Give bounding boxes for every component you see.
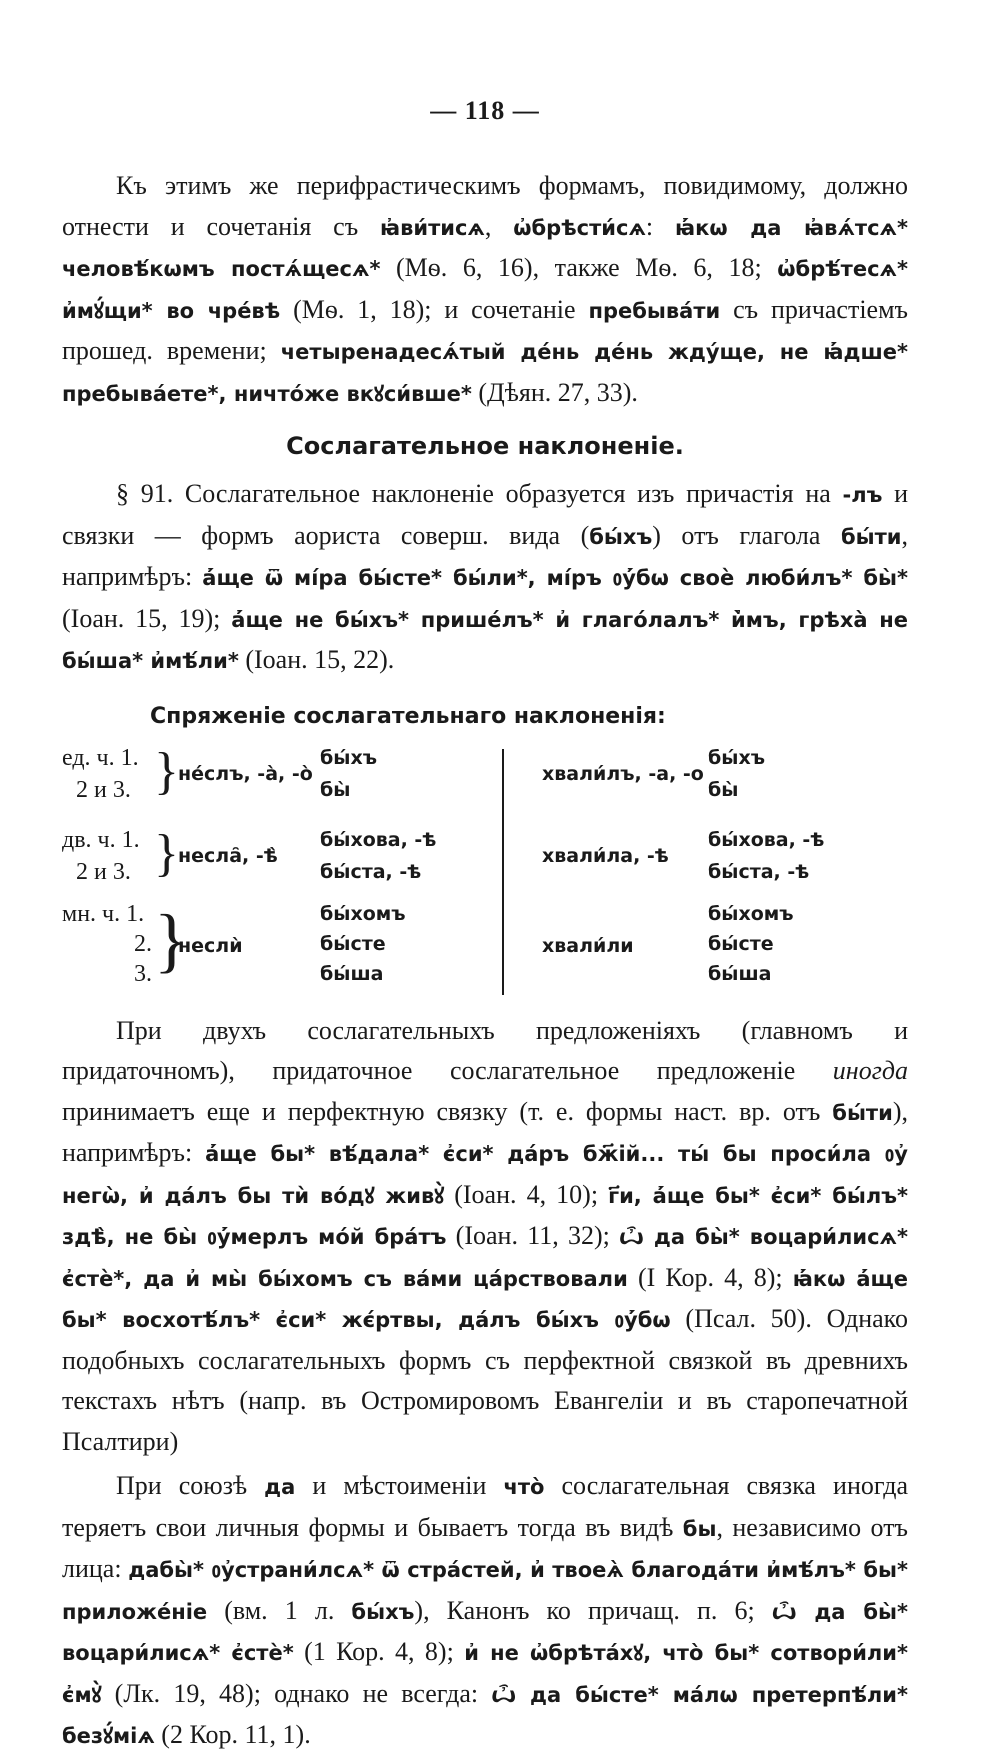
form-by-pl-3: бы́ша — [320, 962, 384, 985]
row-label: мн. ч. 1. — [62, 900, 145, 927]
text: (Іоан. 15, 19); — [62, 603, 232, 633]
text: сослагательная связка иногда теряетъ свои личныя формы и бываетъ тогда въ видѣ — [62, 1471, 908, 1542]
church-slavonic-text: -лъ — [842, 483, 883, 507]
text: § 91. Сослагательное наклоненіе образуется изъ причастія на — [116, 479, 843, 508]
form-hby-sg-1: бы́хъ — [708, 746, 765, 769]
row-label: 3. — [134, 960, 152, 987]
church-slavonic-text: ѽ да бы̀* воцари́лисѧ* є҆стѐ* — [62, 1599, 908, 1665]
church-slavonic-text: и҆ не ѡ҆брѣта́хꙋ, что̀ бы* сотвори́ли* є҆мꙋ̀ — [62, 1641, 908, 1707]
form-hby-pl-3: бы́ша — [708, 962, 772, 985]
italic-text: иногда — [832, 1056, 908, 1085]
church-slavonic-text: ꙗ҆ви́тисѧ — [379, 215, 485, 240]
page-number: — 118 — — [430, 96, 540, 125]
brace: } — [154, 824, 179, 882]
form-by-pl-1: бы́хомъ — [320, 902, 406, 925]
text: (Мѳ. 6, 16), также Мѳ. 6, 18; — [380, 253, 778, 282]
form-by-sg-2: бы̀ — [320, 778, 351, 801]
church-slavonic-text: а҆́ще ѿ мі́ра бы́сте* бы́ли*, мі́ръ ᲂу҆́бѡ своѐ люби́лъ* бы̀* — [202, 566, 908, 590]
church-slavonic-text: бы — [682, 1516, 717, 1541]
text: (Псал. 50). Однако подобныхъ сослагательныхъ формъ съ перфектной связкой въ древнихъ текстахъ нѣтъ (напр. въ Остромировомъ Евангеліи и въ старопечатной Псалтири) — [62, 1304, 908, 1456]
form-hval-du: хвали́ла, -ѣ — [542, 844, 669, 867]
text: ), Канонъ ко причащ. п. 6; — [414, 1595, 772, 1625]
church-slavonic-text: пребыва́ти — [588, 298, 721, 323]
text: (2 Кор. 11, 1). — [154, 1720, 311, 1749]
church-slavonic-text: бы́ти — [840, 524, 902, 549]
church-slavonic-text: ѽ да бы̀* воцари́лисѧ* є҆стѐ*, да и҆ мы̀ бы́хомъ съ ва́ми ца́рствовали — [62, 1225, 909, 1291]
form-by-du-2: бы́ста, -ѣ — [320, 860, 422, 883]
brace: } — [154, 742, 179, 800]
church-slavonic-text: ѡ҆брѣсти́сѧ — [513, 215, 646, 240]
form-hby-pl-2: бы́сте — [708, 932, 774, 955]
form-hby-sg-2: бы̀ — [708, 778, 739, 801]
conjugation-table — [62, 741, 908, 991]
paragraph-da-chto — [62, 1466, 908, 1757]
church-slavonic-text: ѽ да бы́сте* ма́лѡ претерпѣ́ли* безꙋ́міѧ — [62, 1682, 909, 1748]
column-divider — [502, 749, 504, 995]
form-nesl-du: несла̑, -ѣ̀ — [178, 844, 278, 867]
text: , независимо отъ лица: — [62, 1512, 908, 1583]
paragraph-periphrastic — [62, 166, 908, 414]
text: ) отъ глагола — [652, 520, 841, 550]
text: (Іоан. 11, 32); — [446, 1221, 620, 1250]
paragraph-91 — [62, 474, 908, 682]
form-by-pl-2: бы́сте — [320, 932, 386, 955]
church-slavonic-text: бы́хъ — [589, 524, 653, 549]
section-heading-subjunctive: Сослагательное наклоненіе. — [286, 432, 684, 460]
form-hby-du-2: бы́ста, -ѣ — [708, 860, 810, 883]
text: Къ этимъ же перифрастическимъ формамъ, повидимому, должно отнести и сочетанія съ — [62, 171, 908, 241]
text: (I Кор. 4, 8); — [627, 1262, 793, 1292]
church-slavonic-text: бы́ти — [832, 1100, 893, 1125]
text: При двухъ сослагательныхъ предложеніяхъ (главномъ и придаточномъ), придаточное сослагательное предложеніе — [62, 1015, 908, 1085]
brace: } — [154, 899, 189, 980]
row-label: 2 и 3. — [76, 858, 131, 885]
text: При союзѣ — [116, 1471, 265, 1500]
text: , — [484, 211, 514, 241]
church-slavonic-text: а҆́ще бы* вѣ́дала* є҆си* да́ръ бж҃ій... ты́ бы проси́ла ᲂу҆ негѡ̀, и҆ да́лъ бы тѝ во́дꙋ живꙋ̀ — [62, 1142, 908, 1208]
church-slavonic-text: а҆́ще не бы́хъ* прише́лъ* и҆ глаго́лалъ* и҆̀мъ, грѣха̀ не бы́ша* и҆мѣ́ли* — [62, 607, 908, 673]
text: , напримѣръ: — [62, 520, 908, 591]
text: и мѣстоименіи — [295, 1471, 504, 1500]
text: (1 Кор. 4, 8); — [293, 1637, 465, 1666]
text: съ причастіемъ прошед. времени; — [62, 294, 908, 365]
church-slavonic-text: да — [264, 1475, 296, 1499]
form-hval-sg: хвали́лъ, -а, -о — [542, 762, 704, 785]
church-slavonic-text: ꙗ҆́кѡ да ꙗ҆вѧ́тсѧ* человѣ́кѡмъ постѧ́щесѧ* — [62, 215, 908, 281]
text: (Лк. 19, 48); однако не всегда: — [101, 1678, 492, 1708]
text: (Іоан. 4, 10); — [444, 1179, 609, 1209]
text: принимаетъ еще и перфектную связку (т. е. формы наст. вр. отъ — [62, 1096, 833, 1126]
row-label: ед. ч. 1. — [62, 744, 139, 771]
text: (Мѳ. 1, 18); и сочетаніе — [280, 294, 589, 324]
form-hval-pl: хвали́ли — [542, 934, 634, 957]
text: (Дѣян. 27, 33). — [471, 377, 638, 407]
church-slavonic-text: что̀ — [503, 1475, 545, 1499]
church-slavonic-text: четыренадесѧ́тый де́нь де́нь жду́ще, не ꙗ҆́дше* пребыва́ете*, ничто́же вкꙋси́вше* — [62, 340, 908, 406]
church-slavonic-text: дабы̀* ᲂу҆страни́лсѧ* ѿ стра́стей, и҆ твоеѧ̀ благода́ти и҆мѣ́лъ* бы* приложе́ніе — [62, 1558, 908, 1624]
form-nesl-pl: неслѝ — [178, 934, 243, 957]
church-slavonic-text: бы́хъ — [351, 1599, 415, 1624]
form-nesl-sg: не́слъ, -а̀, -о̀ — [178, 762, 313, 785]
form-by-sg-1: бы́хъ — [320, 746, 377, 769]
text: : — [645, 211, 675, 241]
text: (Іоан. 15, 22). — [238, 645, 395, 674]
text: (вм. 1 л. — [207, 1595, 352, 1625]
row-label: 2. — [134, 930, 152, 957]
form-hby-du-1: бы́хова, -ѣ — [708, 828, 825, 851]
form-by-du-1: бы́хова, -ѣ — [320, 828, 437, 851]
church-slavonic-text: ꙗ҆́кѡ а҆́ще бы* восхотѣ́лъ* є҆си* жє́ртвы, да́лъ бы́хъ ᲂу҆́бѡ — [62, 1266, 909, 1332]
paragraph-perfect-copula — [62, 1011, 908, 1463]
text: и связки — формъ аориста соверш. вида ( — [62, 479, 908, 550]
church-slavonic-text: г҃и, а҆́ще бы* є҆си* бы́лъ* здѣ̀, не бы̀ ᲂу҆́мерлъ мо́й бра́тъ — [62, 1183, 909, 1249]
row-label: 2 и 3. — [76, 776, 131, 803]
text: ), напримѣръ: — [62, 1096, 908, 1167]
form-hby-pl-1: бы́хомъ — [708, 902, 794, 925]
church-slavonic-text: ѡ҆брѣ́тесѧ* и҆мꙋ́щи* во чре́вѣ — [62, 257, 908, 323]
row-label: дв. ч. 1. — [62, 826, 140, 853]
conjugation-heading: Спряженіе сослагательнаго наклоненія: — [150, 703, 666, 729]
